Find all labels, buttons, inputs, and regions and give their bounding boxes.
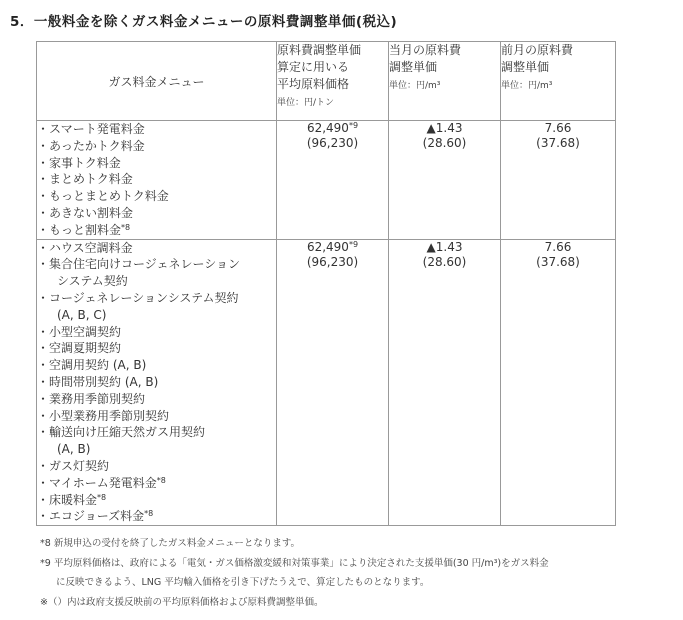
footnote-9: *9 平均原料価格は、政府による「電気・ガス価格激変緩和対策事業」により決定された支援単価(30 円/m³)をガス料金 xyxy=(40,557,549,569)
footnote-paren-note: ※（）内は政府支援反映前の平均原料価格および原料費調整単価。 xyxy=(40,596,324,608)
list-item: ・エコジョーズ料金$^{*8}$ xyxy=(37,509,154,524)
previous-month-header: 前月の原料費 調整単価 単位：円/m³ xyxy=(501,42,616,121)
list-item: ・業務用季節別契約 xyxy=(37,391,146,406)
list-item: ・もっとまとめトク料金 xyxy=(37,189,169,204)
avg-price-cell: 62,490$^{*9}$ (96,230) xyxy=(277,121,389,240)
list-item: ・コージェネレーションシステム契約 xyxy=(37,290,239,305)
footnote-mark: *8 xyxy=(97,492,107,502)
previous-month-cell: 7.66 (37.68) xyxy=(501,239,616,526)
current-month-cell: ▲1.43 (28.60) xyxy=(389,121,501,240)
avg-price-cell: 62,490$^{*9}$ (96,230) xyxy=(277,239,389,526)
list-item: ・家事トク料金 xyxy=(37,155,121,170)
list-item: ・あったかトク料金 xyxy=(37,138,145,153)
header-row xyxy=(37,42,616,121)
list-item: ・空調夏期契約 xyxy=(37,341,122,356)
list-item: ・集合住宅向けコージェネレーション xyxy=(37,257,241,272)
footnotes xyxy=(40,534,549,612)
unit-label: 単位：円/トン xyxy=(277,98,335,108)
avg-price-header: 原料費調整単価 算定に用いる 平均原料価格 単位：円/トン xyxy=(277,42,389,121)
list-item: ・まとめトク料金 xyxy=(37,172,133,187)
list-item: ・床暖料金$^{*8}$ xyxy=(37,492,107,507)
list-item: ・もっと割料金$^{*8}$ xyxy=(37,222,131,237)
footnote-mark: *9 xyxy=(348,121,359,130)
footnote-mark: *9 xyxy=(348,239,359,249)
footnote-8: *8 新規申込の受付を終了したガス料金メニューとなります。 xyxy=(40,538,301,549)
list-item: ・あきない割料金 xyxy=(37,205,134,220)
adjustment-table xyxy=(36,41,616,526)
list-item: ・ハウス空調料金 xyxy=(37,240,133,255)
current-month-header: 当月の原料費 調整単価 単位：円/m³ xyxy=(389,42,501,121)
current-month-cell: ▲1.43 (28.60) xyxy=(389,239,501,526)
section-title: 5．一般料金を除くガス料金メニューの原料費調整単価(税込) xyxy=(10,14,398,30)
list-item: (A, B, C) xyxy=(57,307,107,322)
list-item: ・小型空調契約 xyxy=(37,324,122,339)
table-row-group2 xyxy=(37,239,616,526)
unit-label: 単位：円/m³ xyxy=(389,81,441,91)
footnote-9-continued: に反映できるよう、LNG 平均輸入価格を引き下げたうえで、算定したものとなります。 xyxy=(56,577,430,588)
list-item: (A, B) xyxy=(57,442,91,457)
list-item: ・時間帯別契約 (A, B) xyxy=(37,374,159,389)
menu-list-group2 xyxy=(37,239,277,526)
menu-header: ガス料金メニュー xyxy=(37,42,277,121)
previous-month-cell: 7.66 (37.68) xyxy=(501,121,616,240)
table-row-group1 xyxy=(37,121,616,240)
list-item: ・マイホーム発電料金$^{*8}$ xyxy=(37,475,166,490)
unit-label: 単位：円/m³ xyxy=(501,81,553,91)
footnote-mark: *8 xyxy=(121,222,131,232)
list-item: ・ガス灯契約 xyxy=(37,458,110,473)
list-item: ・小型業務用季節別契約 xyxy=(37,408,170,423)
list-item: ・輸送向け圧縮天然ガス用契約 xyxy=(37,425,206,440)
list-item: システム契約 xyxy=(57,274,128,289)
footnote-mark: *8 xyxy=(144,509,154,519)
menu-list-group1 xyxy=(37,121,277,240)
list-item: ・スマート発電料金 xyxy=(37,122,145,136)
list-item: ・空調用契約 (A, B) xyxy=(37,358,147,373)
footnote-mark: *8 xyxy=(156,475,166,485)
